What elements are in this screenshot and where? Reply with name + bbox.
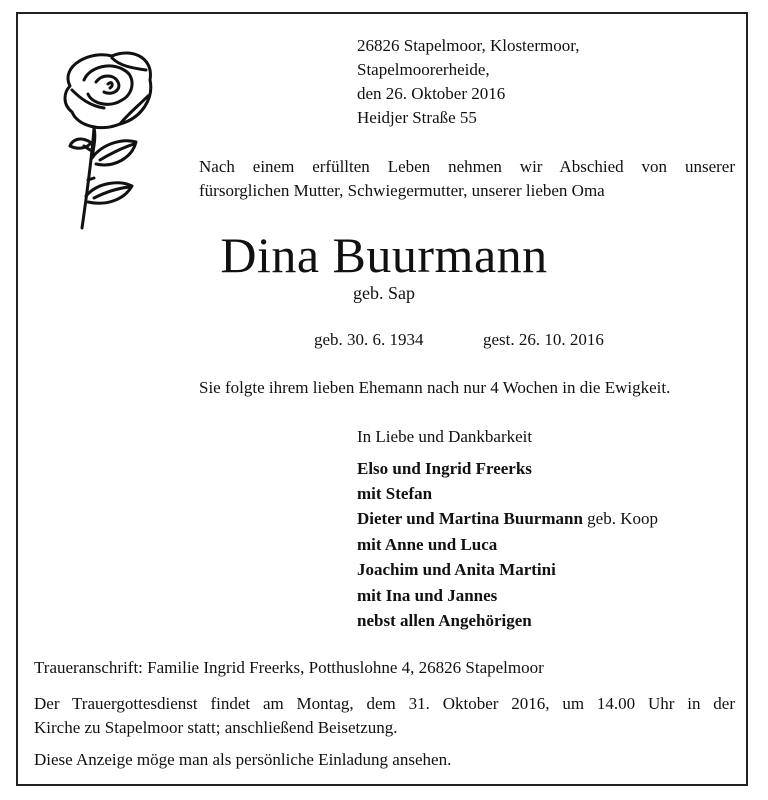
death-date: gest. 26. 10. 2016 <box>483 330 604 349</box>
mourner-line: Elso und Ingrid Freerks <box>357 459 532 478</box>
rose-icon <box>50 46 170 236</box>
address-line: Stapelmoorerheide, <box>357 60 490 79</box>
mourners-heading: In Liebe und Dankbarkeit <box>357 427 533 446</box>
service-info-line: Der Trauergottesdienst findet am Montag, dem 31. Oktober 2016, um 14.00 Uhr in der <box>34 694 735 713</box>
invitation-note: Diese Anzeige möge man als persönliche Einladung ansehen. <box>34 750 452 769</box>
mourning-address: Traueranschrift: Familie Ingrid Freerks, Potthuslohne 4, 26826 Stapelmoor <box>34 658 544 677</box>
service-info-line: Kirche zu Stapelmoor statt; anschließend Beisetzung. <box>34 718 398 737</box>
address-line: 26826 Stapelmoor, Klostermoor, <box>357 36 580 55</box>
mourner-line: mit Anne und Luca <box>357 535 498 554</box>
mourner-maiden: geb. Koop <box>582 509 658 528</box>
intro-line: Nach einem erfüllten Leben nehmen wir Abschied von unserer <box>199 157 735 176</box>
maiden-name: geb. Sap <box>353 283 415 303</box>
mourner-names: Dieter und Martina Buurmann <box>357 509 583 528</box>
address-date: den 26. Oktober 2016 <box>357 84 506 103</box>
intro-line: fürsorglichen Mutter, Schwiegermutter, unserer lieben Oma <box>199 181 605 200</box>
birth-date: geb. 30. 6. 1934 <box>314 330 424 349</box>
memorial-note: Sie folgte ihrem lieben Ehemann nach nur 4 Wochen in die Ewigkeit. <box>199 378 671 397</box>
address-street: Heidjer Straße 55 <box>357 108 477 127</box>
deceased-name: Dina Buurmann <box>220 227 548 283</box>
mourner-line: Joachim und Anita Martini <box>357 560 556 579</box>
mourner-line: mit Ina und Jannes <box>357 586 498 605</box>
mourner-line: nebst allen Angehörigen <box>357 611 532 630</box>
mourner-line: mit Stefan <box>357 484 433 503</box>
mourner-line <box>357 507 658 531</box>
